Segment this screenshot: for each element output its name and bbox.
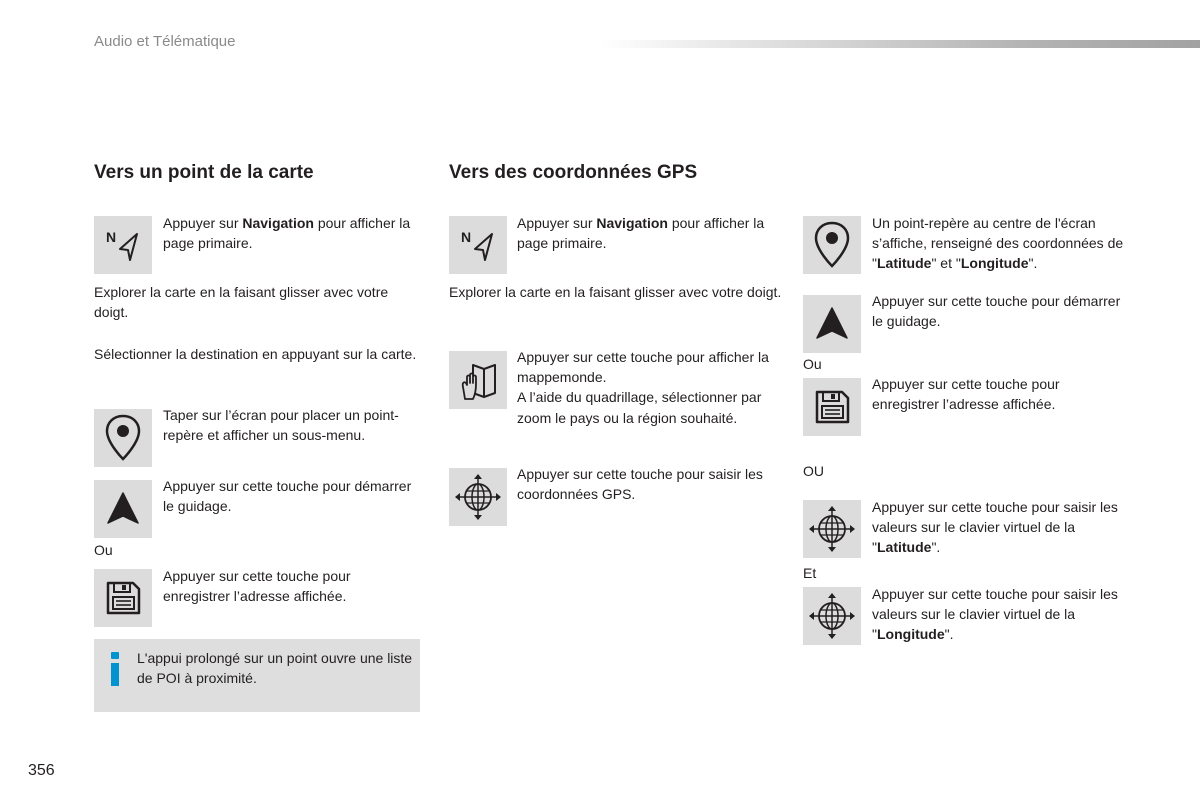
or-label-1: Ou [94, 542, 113, 558]
longitude-input-instruction: Appuyer sur cette touche pour saisir les valeurs sur le clavier virtuel de la "Longitude". [872, 586, 1118, 643]
navigation-icon [449, 216, 507, 274]
explore-instruction-2: Explorer la carte en la faisant glisser avec votre doigt. [449, 284, 782, 300]
world-map-instruction: Appuyer sur cette touche pour afficher la mappemonde. A l’aide du quadrillage, sélectionner par zoom le pays ou la région souhaité. [517, 349, 769, 426]
nav-instruction-1: Appuyer sur Navigation pour afficher la page primaire. [163, 215, 411, 252]
map-pin-icon [94, 409, 152, 467]
start-guidance-instruction-1: Appuyer sur cette touche pour démarrer le guidage. [163, 478, 412, 515]
and-label: Et [803, 565, 817, 581]
guidance-arrow-icon [803, 295, 861, 353]
svg-text:N: N [106, 229, 117, 245]
map-pin-icon [803, 216, 861, 274]
world-map-icon [449, 351, 507, 409]
or-label-2: Ou [803, 356, 822, 372]
latitude-input-instruction: Appuyer sur cette touche pour saisir les valeurs sur le clavier virtuel de la "Latitude". [872, 499, 1118, 556]
save-icon [94, 569, 152, 627]
tap-instruction: Taper sur l’écran pour placer un point-repère et afficher un sous-menu. [163, 407, 399, 444]
select-instruction: Sélectionner la destination en appuyant sur la carte. [94, 346, 417, 362]
gps-input-instruction: Appuyer sur cette touche pour saisir les coordonnées GPS. [517, 466, 763, 503]
section-title-map-point: Vers un point de la carte [94, 162, 314, 183]
header-bar [600, 40, 1200, 48]
save-address-instruction-2: Appuyer sur cette touche pour enregistrer l’adresse affichée. [872, 376, 1060, 413]
info-icon [108, 652, 122, 686]
marker-description: Un point-repère au centre de l'écran s’affiche, renseigné des coordonnées de "Latitude" et "Longitude". [872, 215, 1124, 272]
header-title: Audio et Télématique [94, 33, 236, 50]
save-address-instruction-1: Appuyer sur cette touche pour enregistrer l’adresse affichée. [163, 568, 351, 605]
gps-globe-icon [803, 500, 861, 558]
gps-globe-icon [449, 468, 507, 526]
or-label-3: OU [803, 463, 824, 479]
explore-instruction-1: Explorer la carte en la faisant glisser avec votre doigt. [94, 284, 389, 321]
nav-instruction-2: Appuyer sur Navigation pour afficher la page primaire. [517, 215, 765, 252]
section-title-gps: Vers des coordonnées GPS [449, 162, 698, 183]
info-box [94, 639, 420, 712]
svg-text:N: N [461, 229, 472, 245]
navigation-icon [94, 216, 152, 274]
gps-globe-icon [803, 587, 861, 645]
start-guidance-instruction-2: Appuyer sur cette touche pour démarrer le guidage. [872, 293, 1121, 330]
info-text: L'appui prolongé sur un point ouvre une liste de POI à proximité. [137, 650, 413, 687]
guidance-arrow-icon [94, 480, 152, 538]
save-icon [803, 378, 861, 436]
page-number: 356 [28, 762, 55, 779]
